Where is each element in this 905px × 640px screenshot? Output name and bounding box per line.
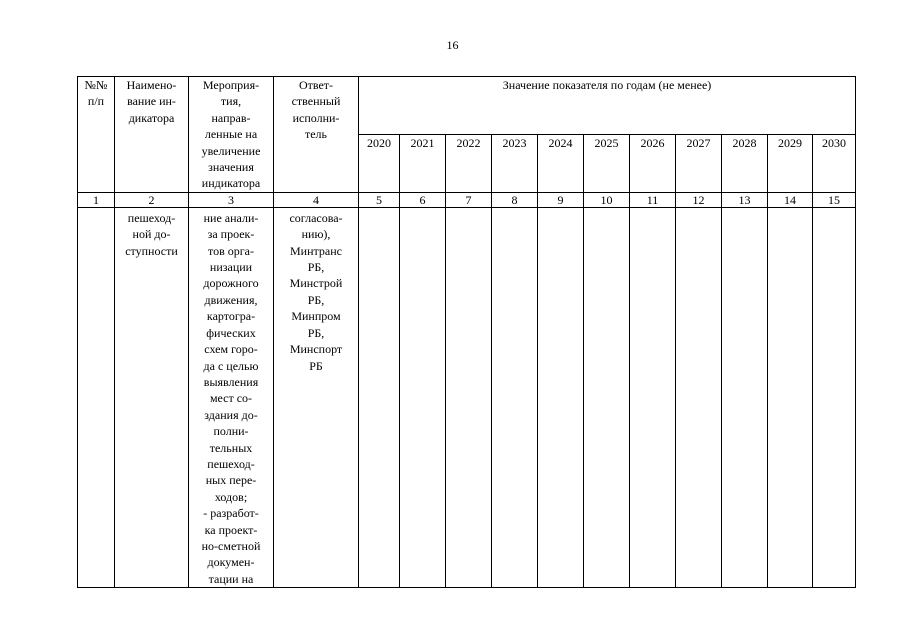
header-indicator: Наимено- вание ин- дикатора (115, 77, 189, 193)
cell-value (400, 207, 446, 587)
table-header-row (78, 77, 856, 135)
header-year: 2024 (538, 134, 584, 192)
column-number: 13 (722, 192, 768, 207)
header-values-span: Значение показателя по годам (не менее) (359, 77, 856, 135)
page-number: 16 (446, 38, 459, 52)
column-number: 1 (78, 192, 115, 207)
cell-value (359, 207, 400, 587)
column-number: 14 (768, 192, 813, 207)
cell-value (813, 207, 856, 587)
cell-value (492, 207, 538, 587)
header-year: 2028 (722, 134, 768, 192)
column-number: 9 (538, 192, 584, 207)
column-number: 6 (400, 192, 446, 207)
header-year: 2030 (813, 134, 856, 192)
column-number: 3 (189, 192, 274, 207)
indicator-table (77, 76, 856, 588)
header-num: №№ п/п (78, 77, 115, 193)
cell-value (538, 207, 584, 587)
cell-value (768, 207, 813, 587)
cell-responsible: согласова- нию), Минтранс РБ, Минстрой РБ, Минпром РБ, Минспорт РБ (274, 207, 359, 587)
column-number: 11 (630, 192, 676, 207)
column-number: 8 (492, 192, 538, 207)
cell-measures: ние анали- за проек- тов орга- низации дорожного движения, картогра- фических схем горо- да с целью выявления мест со- здания до- полни- тельных пешеход- ных пере- ходов; - разработ- ка проект- но-сметной докумен- тации на (189, 207, 274, 587)
cell-value (676, 207, 722, 587)
column-number: 2 (115, 192, 189, 207)
header-responsible: Ответ- ственный исполни- тель (274, 77, 359, 193)
header-year: 2027 (676, 134, 722, 192)
column-number: 12 (676, 192, 722, 207)
header-measures: Мероприя- тия, направ- ленные на увеличение значения индикатора (189, 77, 274, 193)
column-number: 5 (359, 192, 400, 207)
header-year: 2021 (400, 134, 446, 192)
header-year: 2022 (446, 134, 492, 192)
header-year: 2023 (492, 134, 538, 192)
table-row (78, 207, 856, 587)
column-number-row (78, 192, 856, 207)
column-number: 4 (274, 192, 359, 207)
header-year: 2025 (584, 134, 630, 192)
cell-value (630, 207, 676, 587)
header-year: 2029 (768, 134, 813, 192)
header-year: 2026 (630, 134, 676, 192)
column-number: 7 (446, 192, 492, 207)
cell-value (584, 207, 630, 587)
column-number: 15 (813, 192, 856, 207)
header-year: 2020 (359, 134, 400, 192)
column-number: 10 (584, 192, 630, 207)
cell-value (722, 207, 768, 587)
cell-num (78, 207, 115, 587)
cell-value (446, 207, 492, 587)
cell-indicator: пешеход- ной до- ступности (115, 207, 189, 587)
